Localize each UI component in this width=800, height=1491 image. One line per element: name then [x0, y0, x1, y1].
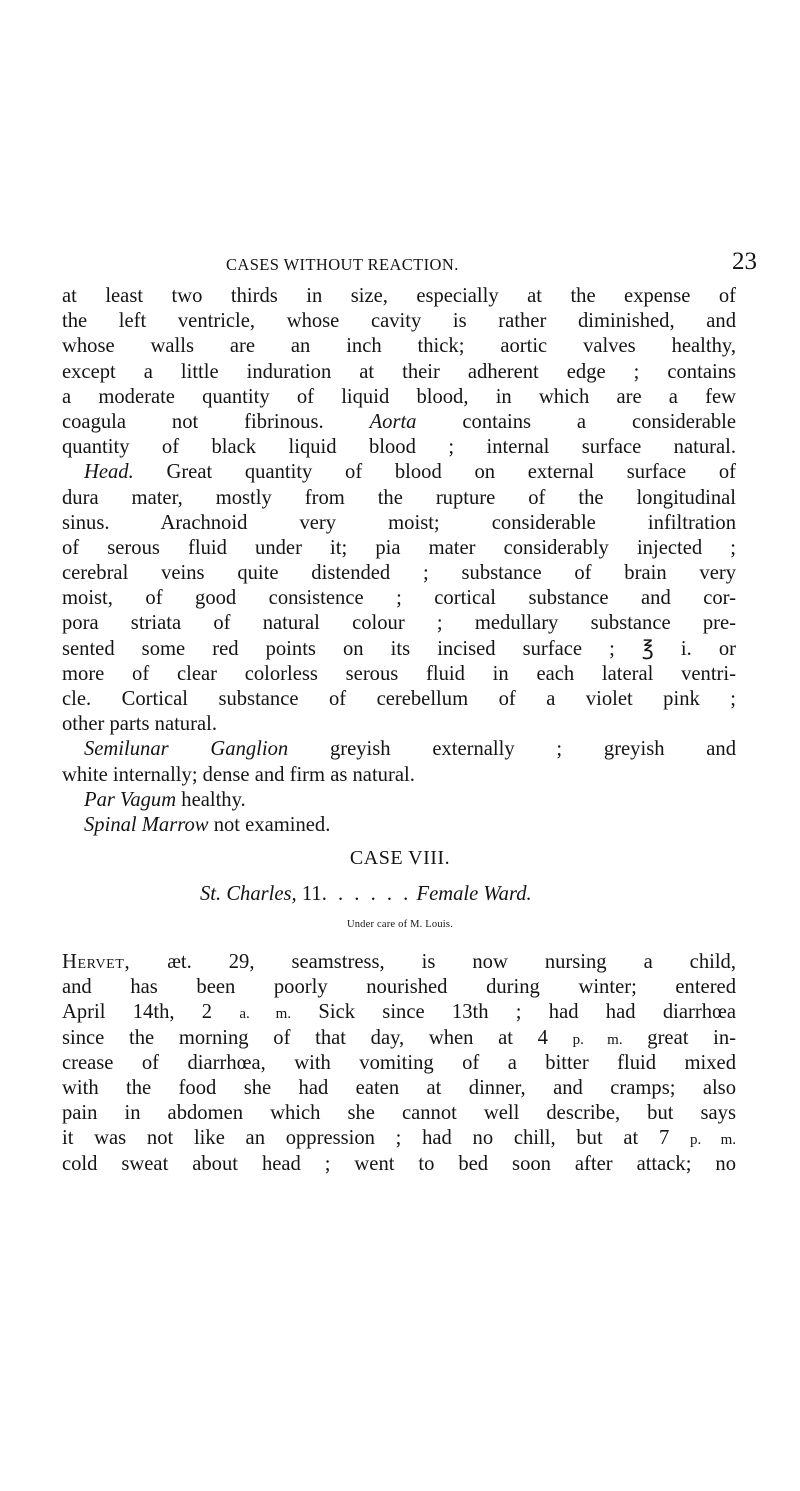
text-line [62, 1126, 736, 1151]
text-line: pain in abdomen which she cannot well describe, but says [62, 1102, 736, 1125]
text-line: dura mater, mostly from the rupture of the longitudinal [62, 486, 736, 509]
text-line: white internally; dense and firm as natural. [62, 763, 415, 786]
text-segment: coagula not fibrinous. [62, 410, 324, 433]
text-line: other parts natural. [62, 713, 217, 736]
text-segment: contains a considerable [462, 410, 736, 433]
time-marker: p. m. [572, 1031, 623, 1048]
text-segment: healthy. [181, 788, 246, 811]
text-line: whose walls are an inch thick; aortic valves healthy, [62, 335, 736, 358]
ward-name: Female Ward. [416, 883, 532, 905]
text-line [62, 737, 736, 762]
spinal-marrow-label: Spinal Marrow [84, 813, 209, 836]
text-segment: great in- [647, 1026, 736, 1049]
text-segment: æt. 29, seamstress, is now nursing a child, [167, 951, 736, 973]
text-line: of serous fluid under it; pia mater considerably injected ; [62, 536, 736, 559]
text-segment: it was not like an oppression ; had no chill, but at 7 [62, 1127, 670, 1150]
text-line: at least two thirds in size, especially at the expense of [62, 285, 736, 307]
text-line [62, 813, 736, 838]
case-text [62, 950, 736, 1177]
head-label: Head. [84, 461, 134, 484]
text-segment: greyish externally ; greyish and [329, 738, 736, 761]
text-line: a moderate quantity of liquid blood, in which are a few [62, 385, 736, 408]
text-line: sinus. Arachnoid very moist; considerable infiltration [62, 511, 736, 534]
text-line: pora striata of natural colour ; medullary substance pre- [62, 612, 736, 635]
text-line [62, 788, 736, 813]
text-line: more of clear colorless serous fluid in each lateral ventri- [62, 662, 736, 685]
text-segment: Great quantity of blood on external surface of [166, 461, 736, 484]
running-head: CASES WITHOUT REACTION. [226, 255, 459, 274]
semilunar-label: Semilunar Ganglion [84, 738, 289, 761]
text-line: quantity of black liquid blood ; internal surface natural. [62, 436, 736, 459]
time-marker: p. m. [690, 1132, 736, 1149]
bed-number: 11 [301, 883, 322, 905]
leader-dots: . . . . . . [321, 883, 412, 905]
care-line: Under care of M. Louis. [346, 919, 454, 930]
page-number: 23 [732, 248, 757, 275]
text-segment: since the morning of that day, when at 4 [62, 1026, 548, 1049]
text-segment: Sick since 13th ; had had diarrhœa [318, 1001, 736, 1024]
text-line: and has been poorly nourished during winter; entered [62, 976, 736, 999]
aorta-label: Aorta [369, 410, 417, 433]
ward-line [200, 883, 610, 906]
text-segment: not examined. [213, 813, 331, 836]
text-line: cle. Cortical substance of cerebellum of a violet pink ; [62, 688, 736, 710]
text-line: the left ventricle, whose cavity is rather diminished, and [62, 310, 736, 333]
case-title: CASE VIII. [349, 847, 451, 869]
text-line [62, 410, 736, 435]
patient-name: Hervet, [62, 951, 131, 973]
text-line [62, 1000, 736, 1025]
text-line [62, 1026, 736, 1051]
text-line: cold sweat about head ; went to bed soon after attack; no [62, 1152, 736, 1175]
text-line: sented some red points on its incised surface ; ℥ i. or [62, 637, 736, 660]
par-vagum-label: Par Vagum [84, 788, 177, 811]
text-line: except a little induration at their adherent edge ; contains [62, 360, 736, 383]
text-line: with the food she had eaten at dinner, and cramps; also [62, 1076, 736, 1099]
text-line [62, 950, 736, 975]
text-line [62, 460, 736, 485]
text-segment: April 14th, 2 [62, 1001, 213, 1024]
text-line: moist, of good consistence ; cortical substance and cor- [62, 587, 736, 610]
text-line: cerebral veins quite distended ; substance of brain very [62, 562, 736, 585]
text-line: crease of diarrhœa, with vomiting of a bitter fluid mixed [62, 1051, 736, 1074]
hospital-name: St. Charles, [200, 883, 297, 905]
time-marker: a. m. [239, 1006, 292, 1023]
autopsy-text [62, 284, 736, 838]
